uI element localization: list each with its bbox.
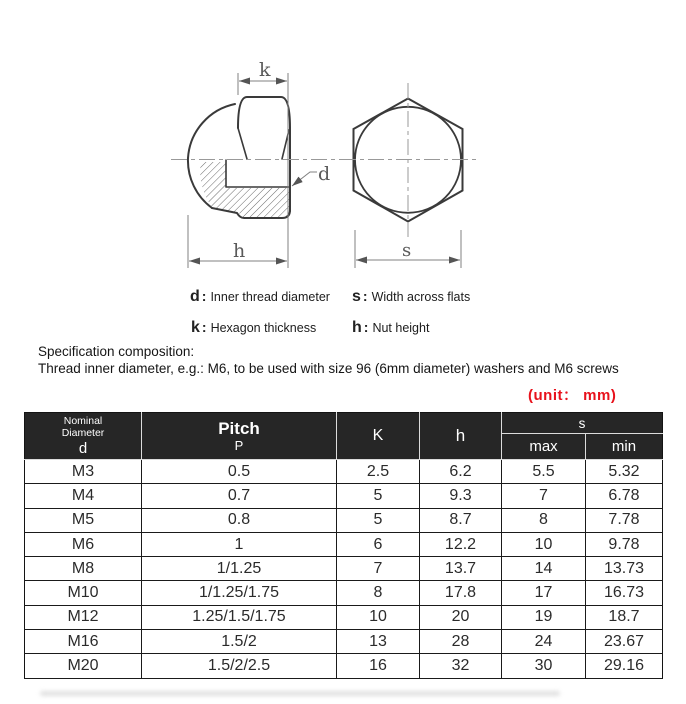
legend-colon: :	[201, 319, 207, 335]
cell-s-max: 24	[502, 630, 586, 654]
table-row	[25, 460, 663, 484]
cell-s-max: 7	[502, 484, 586, 508]
cell-k: 2.5	[337, 460, 420, 484]
legend-description-s: Width across flats	[371, 290, 471, 304]
cell-nominal-diameter: M4	[25, 484, 142, 508]
d-label: d	[318, 163, 331, 185]
table-row	[25, 605, 663, 629]
table-row	[25, 581, 663, 605]
thread-bore	[226, 160, 290, 187]
cell-s-min: 7.78	[586, 508, 663, 532]
header-nominal-line2: Diameter	[61, 426, 105, 439]
header-nominal-diameter	[25, 413, 142, 460]
k-label: k	[259, 59, 271, 81]
cell-k: 8	[337, 581, 420, 605]
cap-nut-technical-drawing	[0, 0, 686, 280]
header-k: K	[337, 413, 420, 460]
header-symbol-d: d	[78, 440, 88, 457]
cell-s-min: 6.78	[586, 484, 663, 508]
cell-s-min: 13.73	[586, 557, 663, 581]
cell-pitch: 1.25/1.5/1.75	[142, 605, 337, 629]
cell-nominal-diameter: M8	[25, 557, 142, 581]
side-section-view	[188, 97, 290, 218]
header-pitch	[142, 413, 337, 460]
table-row	[25, 532, 663, 556]
cell-k: 16	[337, 654, 420, 678]
legend-symbol-d: d	[190, 288, 200, 305]
dimension-k	[238, 73, 288, 268]
legend-symbol-h: h	[352, 319, 362, 336]
cell-k: 13	[337, 630, 420, 654]
legend-description-k: Hexagon thickness	[210, 321, 317, 335]
cell-s-min: 16.73	[586, 581, 663, 605]
legend-symbol-k: k	[191, 319, 200, 336]
cell-h: 20	[420, 605, 502, 629]
cell-pitch: 1/1.25	[142, 557, 337, 581]
legend-symbol-s: s	[352, 288, 361, 305]
cell-nominal-diameter: M5	[25, 508, 142, 532]
cell-nominal-diameter: M3	[25, 460, 142, 484]
hex-face-edge-left	[238, 128, 247, 159]
spec-description: Thread inner diameter, e.g.: M6, to be used with size 96 (6mm diameter) washers and M6 screws	[38, 361, 619, 376]
header-h: h	[420, 413, 502, 460]
header-s: s	[502, 413, 663, 434]
legend-colon: :	[363, 319, 369, 335]
header-s-max: max	[502, 434, 586, 460]
table-row	[25, 508, 663, 532]
cell-h: 6.2	[420, 460, 502, 484]
cell-s-max: 10	[502, 532, 586, 556]
cell-s-max: 30	[502, 654, 586, 678]
spec-table	[24, 412, 663, 679]
cell-pitch: 0.5	[142, 460, 337, 484]
unit-note: (unit： mm)	[528, 387, 617, 404]
cell-s-min: 18.7	[586, 605, 663, 629]
legend-item-h	[352, 319, 429, 337]
cell-s-max: 14	[502, 557, 586, 581]
cell-k: 5	[337, 484, 420, 508]
table-row	[25, 630, 663, 654]
cell-k: 6	[337, 532, 420, 556]
header-pitch-label: Pitch	[218, 419, 260, 438]
legend-colon: :	[362, 288, 368, 304]
cell-h: 17.8	[420, 581, 502, 605]
header-nominal-line1: Nominal	[63, 415, 103, 427]
spec-table-body	[25, 460, 663, 679]
legend-item-d	[190, 288, 330, 306]
legend-colon: :	[201, 288, 207, 304]
s-label: s	[402, 240, 412, 261]
header-s-min: min	[586, 434, 663, 460]
hex-top-facet	[238, 97, 290, 128]
table-row	[25, 654, 663, 678]
cell-nominal-diameter: M16	[25, 630, 142, 654]
cell-h: 13.7	[420, 557, 502, 581]
cell-pitch: 1/1.25/1.75	[142, 581, 337, 605]
cell-pitch: 1	[142, 532, 337, 556]
cell-k: 7	[337, 557, 420, 581]
cell-h: 32	[420, 654, 502, 678]
cell-s-min: 9.78	[586, 532, 663, 556]
cell-s-max: 8	[502, 508, 586, 532]
table-row	[25, 484, 663, 508]
d-leader-line	[292, 172, 317, 186]
legend-description-h: Nut height	[372, 321, 430, 335]
cell-nominal-diameter: M12	[25, 605, 142, 629]
table-drop-shadow	[40, 691, 560, 696]
legend-item-k	[191, 319, 316, 337]
cell-pitch: 0.8	[142, 508, 337, 532]
legend-description-d: Inner thread diameter	[210, 290, 330, 304]
cell-s-max: 19	[502, 605, 586, 629]
cell-nominal-diameter: M20	[25, 654, 142, 678]
cell-nominal-diameter: M10	[25, 581, 142, 605]
table-row	[25, 557, 663, 581]
cell-k: 5	[337, 508, 420, 532]
cell-s-min: 29.16	[586, 654, 663, 678]
cell-pitch: 1.5/2	[142, 630, 337, 654]
cell-s-min: 23.67	[586, 630, 663, 654]
cell-k: 10	[337, 605, 420, 629]
cell-s-max: 17	[502, 581, 586, 605]
cell-s-max: 5.5	[502, 460, 586, 484]
cell-s-min: 5.32	[586, 460, 663, 484]
h-label: h	[233, 240, 246, 262]
cell-nominal-diameter: M6	[25, 532, 142, 556]
header-symbol-p: P	[234, 438, 244, 453]
cell-h: 28	[420, 630, 502, 654]
cell-h: 8.7	[420, 508, 502, 532]
spec-table-header	[25, 413, 663, 460]
spec-heading: Specification composition:	[38, 344, 195, 359]
cell-h: 12.2	[420, 532, 502, 556]
header-row-1	[25, 413, 663, 434]
cell-pitch: 1.5/2/2.5	[142, 654, 337, 678]
cell-h: 9.3	[420, 484, 502, 508]
cell-pitch: 0.7	[142, 484, 337, 508]
legend-item-s	[352, 288, 470, 306]
